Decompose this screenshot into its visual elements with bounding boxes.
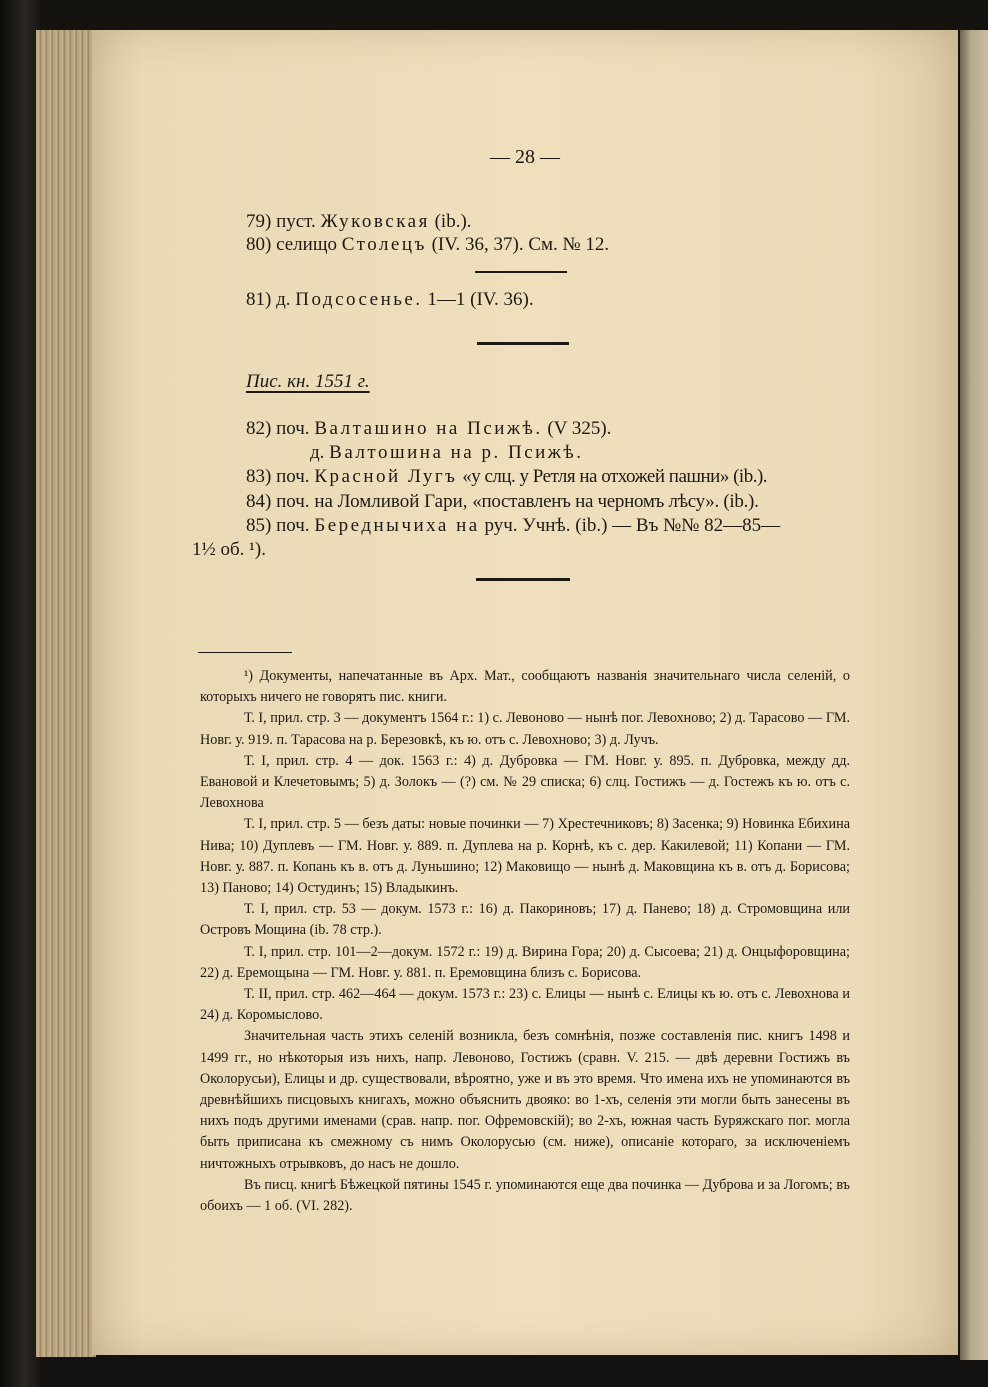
book-page [92, 30, 958, 1355]
entry-80: 80) селищо Столецъ (IV. 36, 37). См. № 12. [246, 234, 610, 255]
entry-79: 79) пуст. Жуковская (ib.). [246, 211, 472, 232]
entry-82-variant: д. Валтошина на р. Псижѣ. [310, 442, 584, 463]
footnotes [200, 666, 850, 1217]
divider-end [476, 578, 570, 581]
footnote-rule [198, 652, 292, 653]
footnote-discussion: Значительная часть этихъ селеній возникла, безъ сомнѣнія, позже составленія пис. книгъ 1498 и 1499 гг., но нѣкоторыя изъ нихъ, напр. Левоново, Гостижъ (сравн. V. 215. — двѣ деревни Гостижъ въ Околорусьи), Елицы и др. существовали, вѣроятно, уже и въ это время. Что имена ихъ не упоминаются въ древнѣйшихъ писцовыхъ книгахъ, можно объяснить двояко: во 1-хъ, селенія эти могли быть занесены въ нихъ подъ другими именами (срав. напр. пог. Офремовскій); во 2-хъ, южная часть Буряжскаго пог. могла быть приписана къ смежному съ нимъ Околорусью (см. ниже), описаніе котораго, за исключеніемъ ничтожныхъ отрывковъ, до насъ не дошло. [200, 1028, 850, 1172]
facing-page-edge [960, 30, 988, 1360]
entry-82: 82) поч. Валташино на Псижѣ. (V 325). [246, 418, 612, 439]
footnote-doc-1572: Т. I, прил. стр. 101—2—докум. 1572 г.: 19) д. Вирина Гора; 20) д. Сысоева; 21) д. Онцыфоровщина; 22) д. Еремощына — ГМ. Новг. у. 881. п. Еремовщина близъ с. Борисова. [200, 943, 850, 981]
entry-84: 84) поч. на Ломливой Гари, «поставленъ на черномъ лѣсу». (ib.). [246, 491, 759, 512]
footnote-bezhetsk: Въ писц. книгѣ Бѣжецкой пятины 1545 г. упоминаются еще два починка — Дуброва и за Логомъ; въ обоихъ — 1 об. (VI. 282). [200, 1176, 850, 1215]
book-cover-left [0, 0, 40, 1387]
footnote-doc-1573-b: Т. II, прил. стр. 462—464 — докум. 1573 г.: 23) с. Елицы — нынѣ с. Елицы къ ю. отъ с. Левохнова и 24) д. Коромыслово. [200, 986, 850, 1024]
book-cover-top [0, 0, 988, 30]
entry-85: 85) поч. Береднычиха на руч. Учнѣ. (ib.) — Въ №№ 82—85— [246, 515, 781, 536]
footnote-undated: Т. I, прил. стр. 5 — безъ даты: новые починки — 7) Хрестечниковъ; 8) Засенка; 9) Новинка Ебихина Нива; 10) Дуплевъ — ГМ. Новг. у. 889. п. Дуплева на р. Корнѣ, къ с. дер. Какилевой; 11) Копани — ГМ. Новг. у. 887. п. Копань къ в. отъ д. Луньшино; 12) Маковищо — нынѣ д. Маковщина къ в. отъ д. Борисова; 13) Паново; 14) Остудинъ; 15) Владыкинъ. [200, 816, 850, 897]
divider-thick [477, 342, 569, 345]
entry-83: 83) поч. Красной Лугъ «у слц. у Ретля на отхожей пашни» (ib.). [246, 466, 768, 487]
footnote-doc-1563: Т. I, прил. стр. 4 — док. 1563 г.: 4) д. Дубровка — ГМ. Новг. у. 895. п. Дубровка, между дд. Евановой и Клечетовымъ; 5) д. Золокъ — (?) см. № 29 списка; 6) слц. Гостижъ — д. Гостежъ къ ю. отъ с. Левохнова [200, 752, 850, 812]
footnote-doc-1564: Т. I, прил. стр. 3 — документъ 1564 г.: 1) с. Левоново — нынѣ пог. Левохново; 2) д. Тарасово — ГМ. Новг. у. 919. п. Тарасова на р. Березовкѣ, къ ю. отъ с. Левохново; 3) д. Лучъ. [200, 710, 850, 748]
footnote-doc-1573-a: Т. I, прил. стр. 53 — докум. 1573 г.: 16) д. Пакориновъ; 17) д. Панево; 18) д. Стромовщина или Островъ Мощина (ib. 78 стр.). [200, 901, 850, 939]
footnote-1: ¹) Документы, напечатанные въ Арх. Мат., сообщаютъ названія значительнаго числа селеній, о которыхъ ничего не говорятъ пис. книги. [200, 668, 850, 706]
entry-85-continued: 1½ об. ¹). [192, 539, 266, 560]
entry-81: 81) д. Подсосенье. 1—1 (IV. 36). [246, 289, 534, 310]
section-heading: Пис. кн. 1551 г. [246, 371, 370, 392]
divider-short [475, 271, 567, 273]
page-content [92, 30, 958, 1355]
page-edges [36, 30, 96, 1357]
page-number: — 28 — [490, 146, 560, 168]
